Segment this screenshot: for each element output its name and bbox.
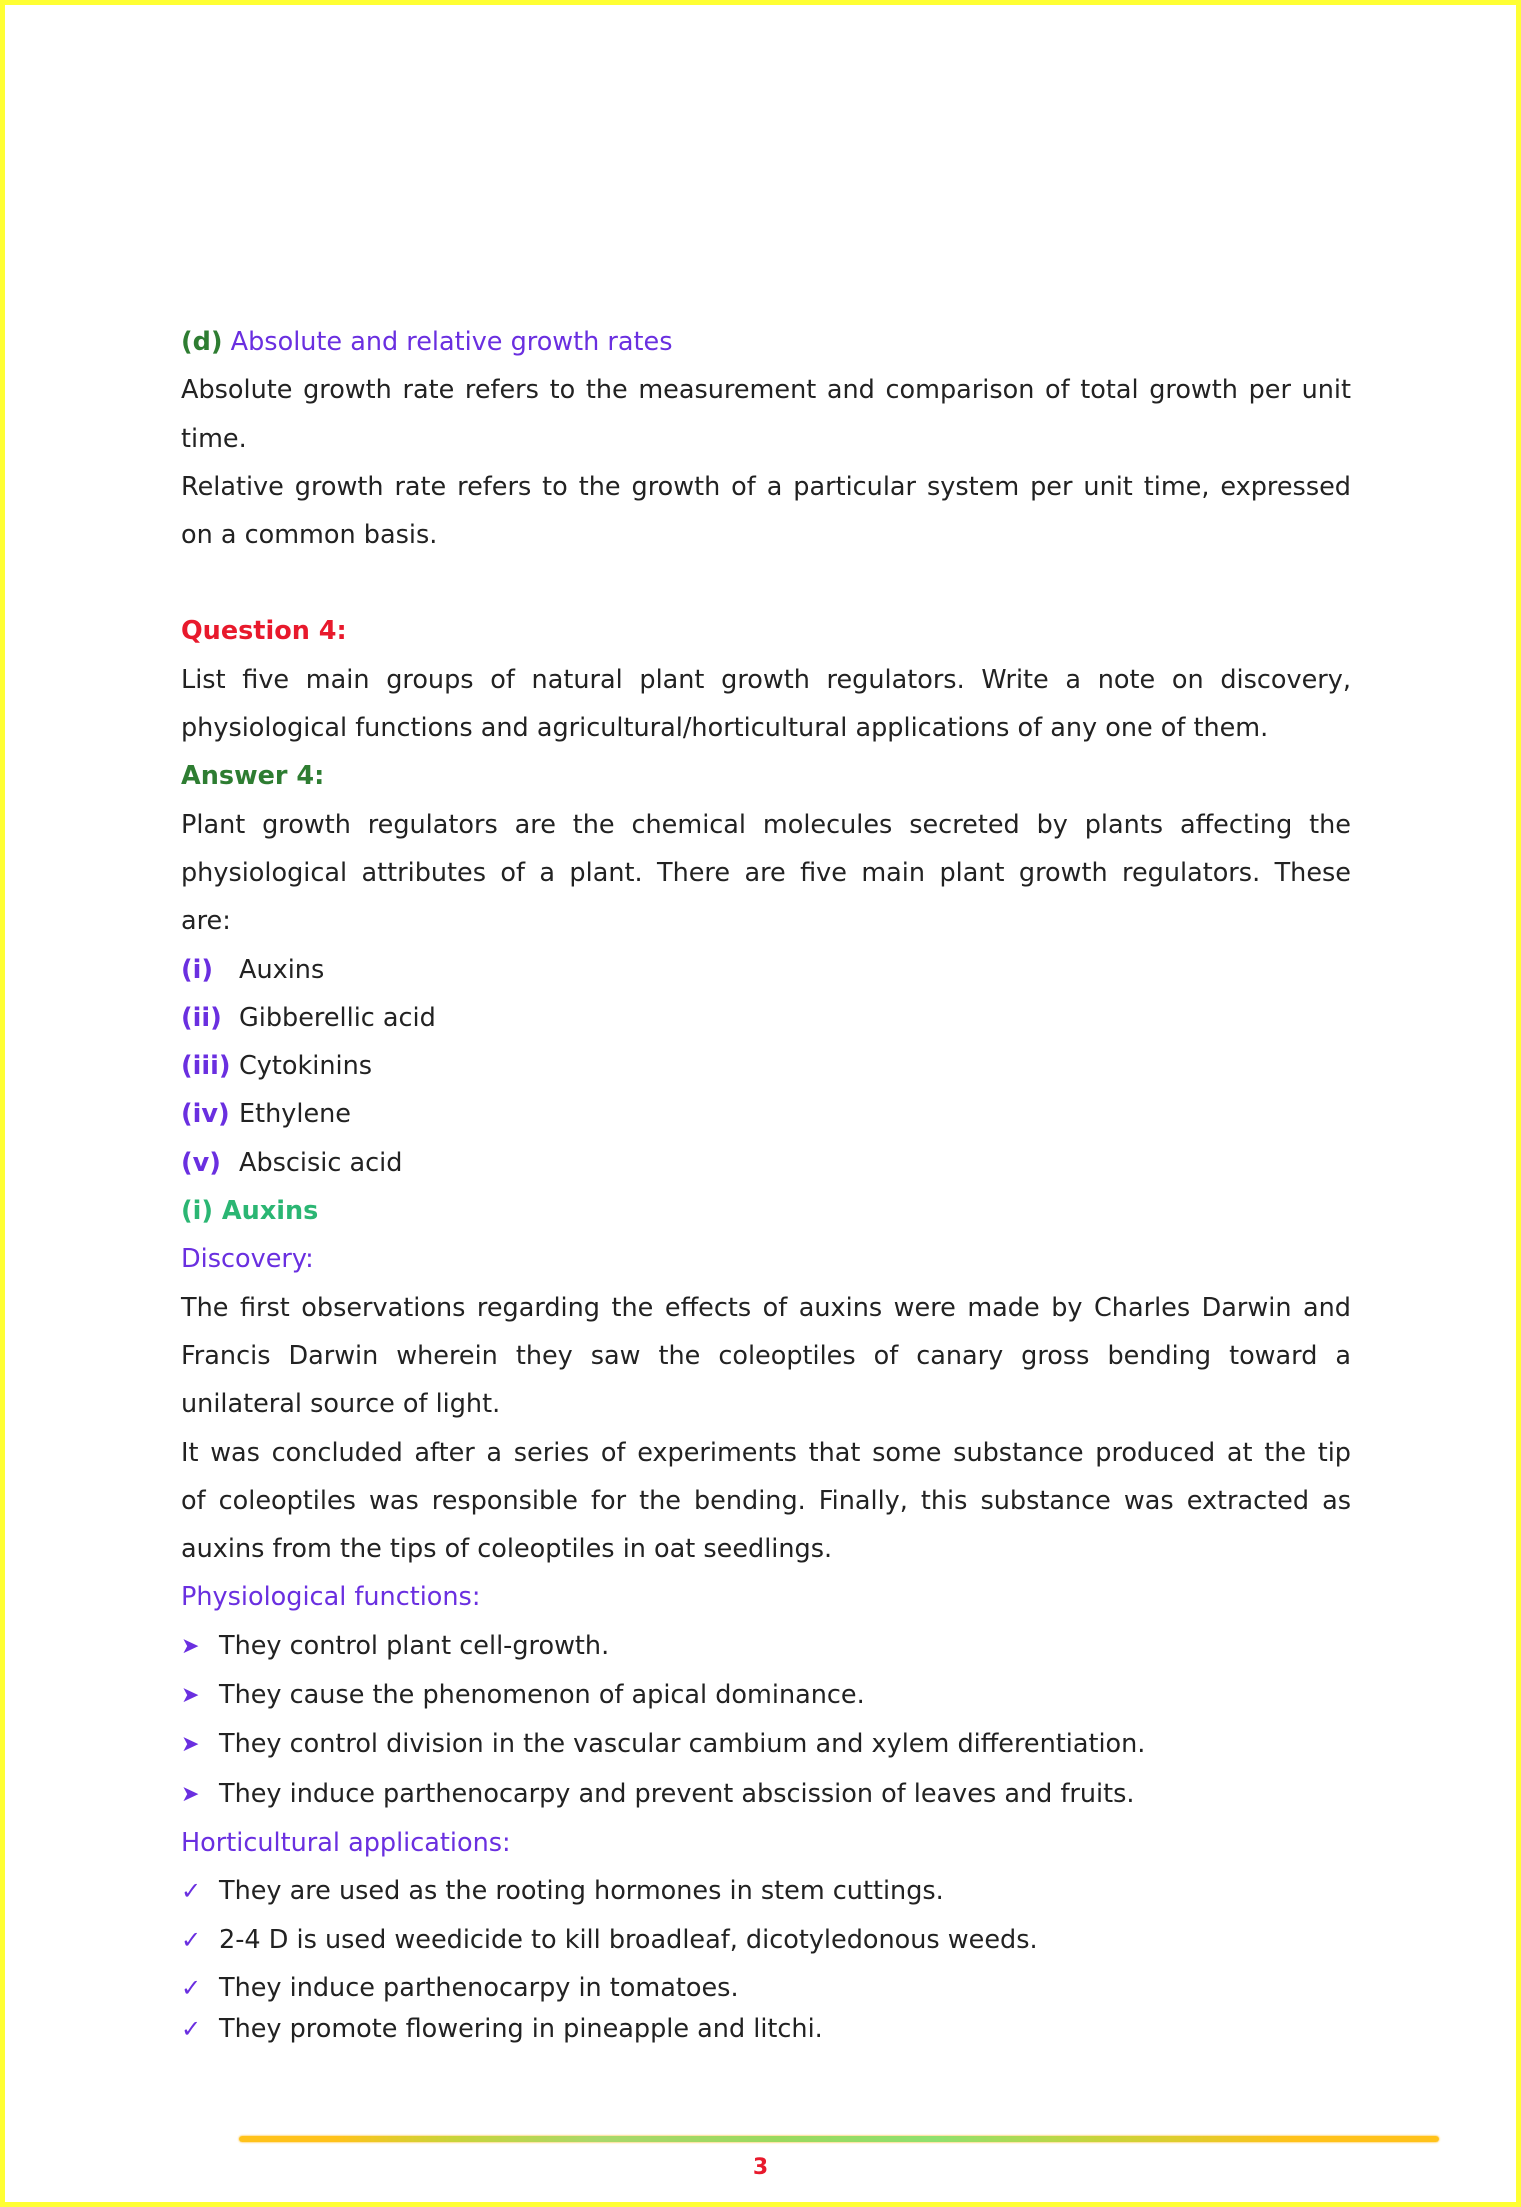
answer-intro-line3: are:	[181, 906, 231, 937]
discovery-p2-line3: auxins from the tips of coleoptiles in oat seedlings.	[181, 1534, 833, 1565]
application-item	[181, 1916, 1351, 1964]
regulator-item	[181, 1139, 1351, 1187]
function-item	[181, 1671, 1351, 1720]
function-item	[181, 1770, 1351, 1819]
regulator-number: (iv)	[181, 1099, 230, 1130]
discovery-heading: Discovery:	[181, 1244, 314, 1275]
footer-divider	[239, 2136, 1439, 2142]
checkmark-icon: ✓	[181, 1877, 202, 1906]
horticultural-applications-heading: Horticultural applications:	[181, 1827, 511, 1858]
regulator-number: (v)	[181, 1147, 221, 1178]
answer-intro-line2: physiological attributes of a plant. There are five main plant growth regulators. These	[181, 857, 1351, 888]
checkmark-icon: ✓	[181, 1925, 202, 1954]
page-content	[181, 318, 1351, 2046]
question-label: Question 4:	[181, 616, 347, 647]
checkmark-icon: ✓	[181, 1973, 202, 2002]
question-line2: physiological functions and agricultural/horticultural applications of any one of them.	[181, 713, 1269, 744]
section-d-paragraph1-line1: Absolute growth rate refers to the measurement and comparison of total growth per unit	[181, 375, 1351, 406]
discovery-p1-line1: The first observations regarding the effects of auxins were made by Charles Darwin and	[181, 1292, 1351, 1323]
section-d-title: Absolute and relative growth rates	[230, 327, 673, 357]
discovery-p1-line3: unilateral source of light.	[181, 1389, 501, 1420]
answer-intro-line1: Plant growth regulators are the chemical molecules secreted by plants affecting the	[181, 809, 1351, 840]
regulator-item	[181, 1090, 1351, 1138]
regulator-number: (ii)	[181, 1002, 222, 1033]
question-line1: List five main groups of natural plant growth regulators. Write a note on discovery,	[181, 664, 1351, 695]
application-text: They promote flowering in pineapple and litchi.	[219, 2014, 823, 2045]
regulator-item	[181, 946, 1351, 994]
section-d-paragraph1-line2: time.	[181, 423, 247, 454]
section-d-heading	[181, 318, 1351, 366]
arrow-bullet-icon: ➤	[181, 1683, 200, 1709]
section-d-label: (d)	[181, 327, 223, 357]
arrow-bullet-icon: ➤	[181, 1732, 200, 1758]
function-item	[181, 1720, 1351, 1769]
function-item	[181, 1622, 1351, 1671]
function-text: They cause the phenomenon of apical dominance.	[219, 1680, 865, 1711]
regulator-name: Cytokinins	[239, 1051, 373, 1082]
application-item	[181, 1964, 1351, 2012]
regulator-name: Abscisic acid	[239, 1147, 403, 1178]
section-d-paragraph2-line1: Relative growth rate refers to the growth of a particular system per unit time, expressed	[181, 471, 1351, 502]
application-text: 2-4 D is used weedicide to kill broadleaf, dicotyledonous weeds.	[219, 1924, 1038, 1955]
application-item	[181, 2012, 1351, 2046]
arrow-bullet-icon: ➤	[181, 1781, 200, 1807]
regulator-item	[181, 994, 1351, 1042]
physiological-functions-heading: Physiological functions:	[181, 1582, 481, 1613]
regulator-name: Ethylene	[239, 1099, 351, 1130]
regulator-number: (i)	[181, 954, 214, 985]
regulator-name: Gibberellic acid	[239, 1002, 436, 1033]
discovery-p1-line2: Francis Darwin wherein they saw the coleoptiles of canary gross bending toward a	[181, 1340, 1351, 1371]
regulator-item	[181, 1042, 1351, 1090]
spacer	[181, 559, 1351, 607]
auxins-heading: (i) Auxins	[181, 1196, 319, 1227]
application-text: They induce parthenocarpy in tomatoes.	[219, 1972, 739, 2003]
regulator-name: Auxins	[239, 954, 325, 985]
function-text: They control plant cell-growth.	[219, 1630, 610, 1661]
regulator-number: (iii)	[181, 1051, 231, 1082]
application-item	[181, 1867, 1351, 1915]
application-text: They are used as the rooting hormones in stem cuttings.	[219, 1876, 944, 1907]
function-text: They control division in the vascular cambium and xylem differentiation.	[219, 1729, 1146, 1760]
discovery-p2-line1: It was concluded after a series of experiments that some substance produced at the tip	[181, 1437, 1351, 1468]
discovery-p2-line2: of coleoptiles was responsible for the bending. Finally, this substance was extracted as	[181, 1485, 1351, 1516]
page-number: 3	[752, 2155, 769, 2180]
arrow-bullet-icon: ➤	[181, 1633, 200, 1659]
section-d-paragraph2-line2: on a common basis.	[181, 520, 438, 551]
answer-label: Answer 4:	[181, 761, 325, 792]
checkmark-icon: ✓	[181, 2015, 202, 2044]
function-text: They induce parthenocarpy and prevent abscission of leaves and fruits.	[219, 1778, 1135, 1809]
